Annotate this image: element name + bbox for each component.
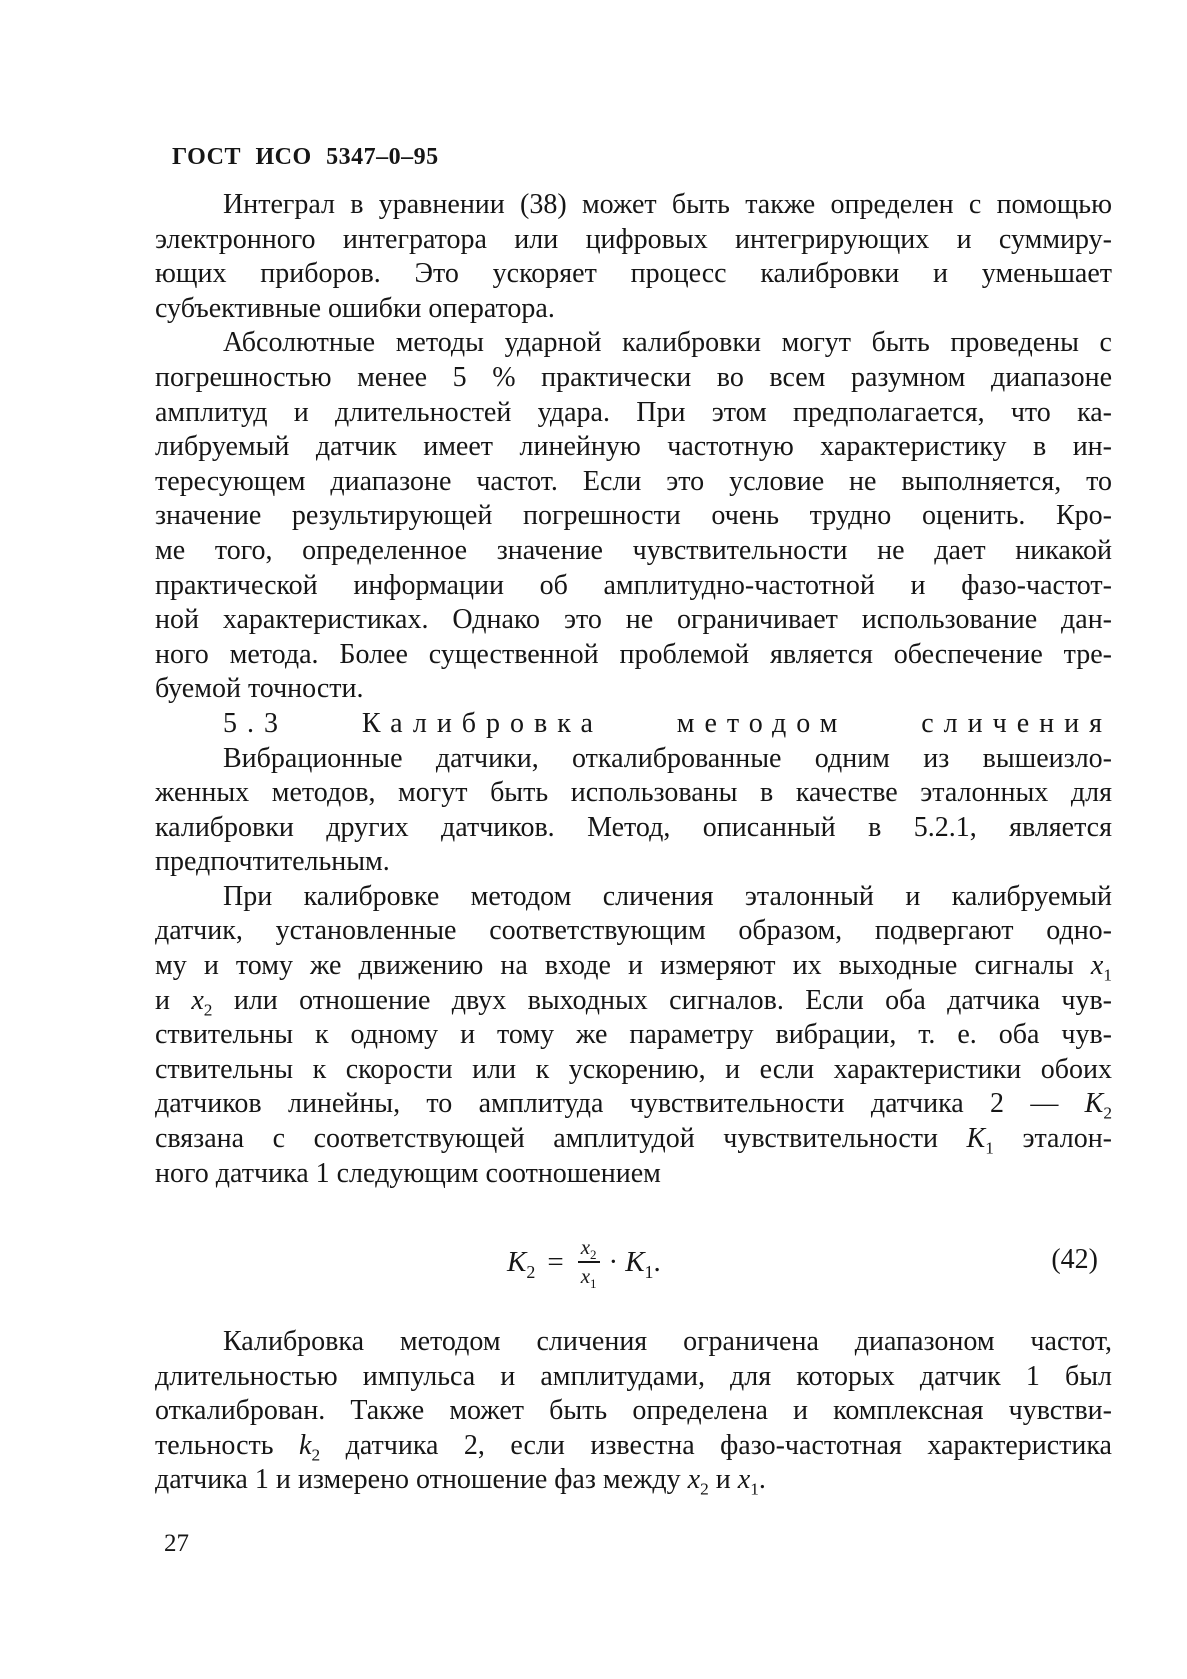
fraction-numerator: $x_2$: [578, 1235, 600, 1263]
body-text: [155, 188, 1112, 1191]
text-line: ющих приборов. Это ускоряет процесс калибровки и уменьшает: [155, 258, 1112, 290]
text-line: Калибровка методом сличения ограничена диапазоном частот,: [223, 1326, 1112, 1357]
text-line: связана с соответствующей амплитудой чувствительности $K_1$ эталон-: [155, 1123, 1112, 1157]
section-heading-line: 5.3 Калибровка методом сличения: [223, 707, 1112, 739]
equation-body: [507, 1220, 661, 1304]
text-line: значение результирующей погрешности очень трудно оценить. Кро-: [155, 500, 1112, 532]
equals-sign: =: [547, 1245, 564, 1278]
equation-lhs: $K_2$: [507, 1245, 536, 1282]
text-line: датчика 1 и измерено отношение фаз между $x_2$ и $x_1$.: [155, 1464, 766, 1498]
text-line: датчиков линейны, то амплитуда чувствительности датчика 2 — $K_2$: [155, 1088, 1112, 1123]
text-line: Абсолютные методы ударной калибровки могут быть проведены с: [223, 327, 1112, 359]
text-line: погрешностью менее 5 % практически во всем разумном диапазоне: [155, 361, 1112, 393]
text-line: длительностью импульса и амплитудами, для которых датчик 1 был: [155, 1360, 1112, 1392]
equation-number: (42): [1051, 1244, 1098, 1275]
page-number: 27: [164, 1530, 189, 1557]
text-line: ного датчика 1 следующим соотношением: [155, 1157, 661, 1189]
text-line: Вибрационные датчики, откалиброванные одним из вышеизло-: [223, 742, 1112, 774]
fraction-denominator: $x_1$: [580, 1264, 597, 1292]
text-line: калибровки других датчиков. Метод, описанный в 5.2.1, является: [155, 811, 1112, 843]
text-line: ной характеристиках. Однако это не ограничивает использование дан-: [155, 604, 1112, 636]
multiplication-dot: ·: [608, 1245, 619, 1278]
equation-rhs: $K_1$.: [625, 1245, 661, 1282]
equation-row: [155, 1220, 1112, 1304]
text-line: откалиброван. Также может быть определена и комплексная чувстви-: [155, 1395, 1112, 1427]
text-line: При калибровке методом сличения эталонный и калибруемый: [223, 880, 1112, 912]
text-line: му и тому же движению на входе и измеряют их выходные сигналы $x_1$: [155, 950, 1112, 984]
body-text-after-formula: [155, 1325, 1112, 1498]
text-line: Интеграл в уравнении (38) может быть также определен с помощью: [223, 189, 1112, 220]
text-line: предпочтительным.: [155, 846, 390, 878]
text-line: субъективные ошибки оператора.: [155, 292, 555, 324]
text-line: датчик, установленные соответствующим образом, подвергают одно-: [155, 915, 1112, 947]
text-line: тельность $k_2$ датчика 2, если известна фазо-частотная характеристика: [155, 1429, 1112, 1464]
text-line: женных методов, могут быть использованы в качестве эталонных для: [155, 777, 1112, 809]
text-line: электронного интегратора или цифровых интегрирующих и суммиру-: [155, 223, 1112, 255]
text-line: тересующем диапазоне частот. Если это условие не выполняется, то: [155, 465, 1112, 497]
text-line: ствительны к одному и тому же параметру вибрации, т. е. оба чув-: [155, 1019, 1112, 1051]
text-line: и $x_2$ или отношение двух выходных сигналов. Если оба датчика чув-: [155, 984, 1112, 1019]
text-line: ного метода. Более существенной проблемой является обеспечение тре-: [155, 638, 1112, 670]
text-line: буемой точности.: [155, 673, 364, 705]
text-line: амплитуд и длительностей удара. При этом предполагается, что ка-: [155, 396, 1112, 428]
fraction: [578, 1235, 600, 1292]
text-line: ствительны к скорости или к ускорению, и если характеристики обоих: [155, 1053, 1112, 1085]
text-line: практической информации об амплитудно-частотной и фазо-частот-: [155, 569, 1112, 601]
text-line: либруемый датчик имеет линейную частотную характеристику в ин-: [155, 431, 1112, 463]
text-line: ме того, определенное значение чувствительности не дает никакой: [155, 534, 1112, 566]
document-header: ГОСТ ИСО 5347–0–95: [172, 144, 439, 170]
